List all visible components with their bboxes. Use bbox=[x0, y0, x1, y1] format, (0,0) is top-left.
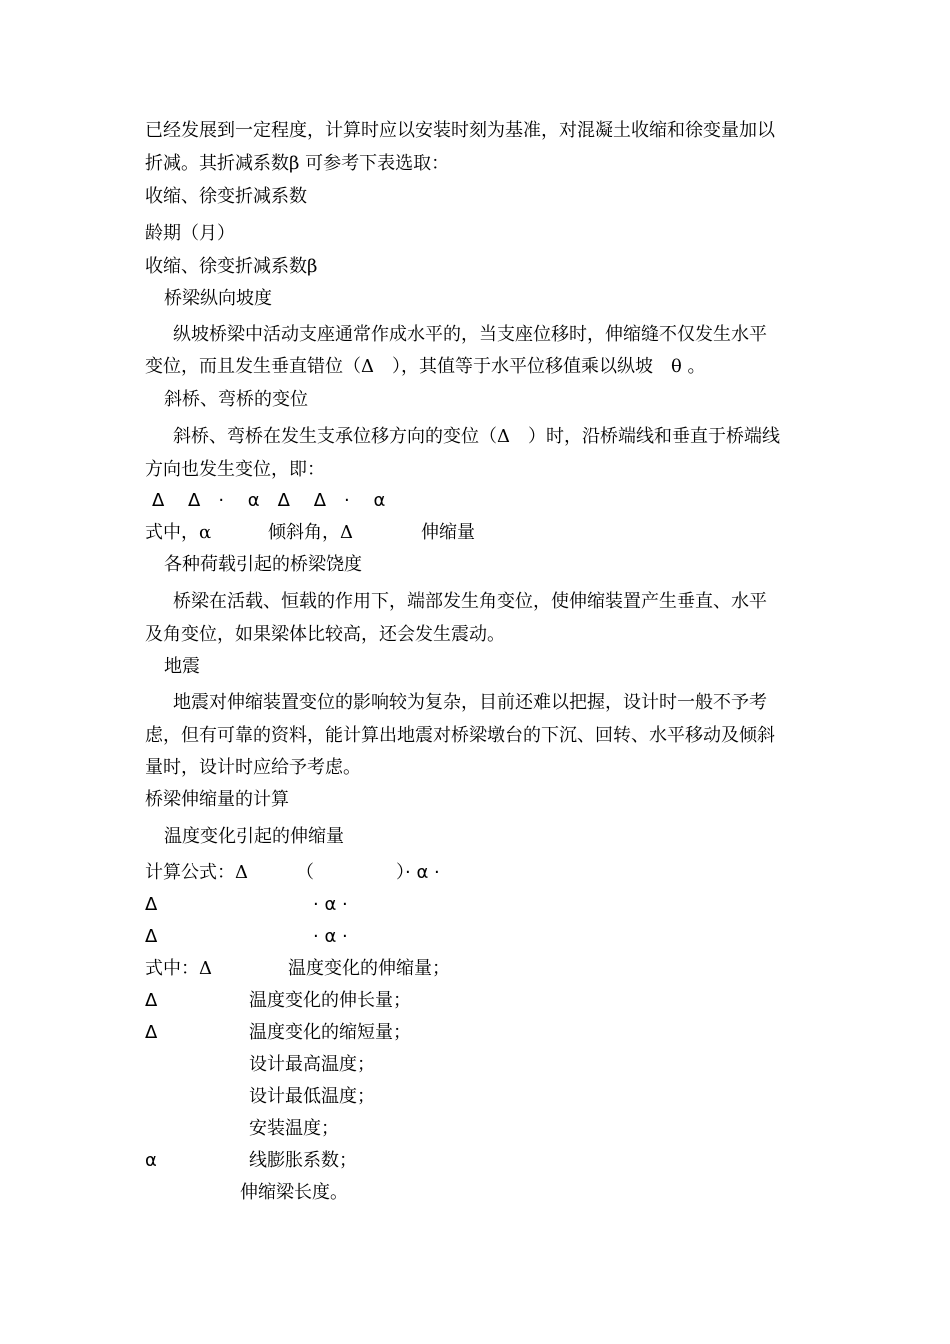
formula-symbol: Δ bbox=[145, 894, 158, 915]
legend-text: 温度变化的伸缩量； bbox=[288, 958, 450, 979]
table-header: 收缩、徐变折减系数β bbox=[145, 256, 318, 277]
section-heading: 温度变化引起的伸缩量 bbox=[164, 826, 344, 847]
paragraph-line: 变位，而且发生垂直错位（Δ ），其值等于水平位移值乘以纵坡 θ 。 bbox=[145, 356, 706, 377]
paragraph-line: 及角变位，如果梁体比较高，还会发生震动。 bbox=[145, 624, 505, 645]
formula-part: · α · bbox=[313, 894, 348, 915]
legend-text: 线膨胀系数； bbox=[249, 1150, 357, 1171]
formula-label: 计算公式：Δ bbox=[145, 862, 248, 883]
section-heading: 桥梁纵向坡度 bbox=[164, 288, 272, 309]
legend-text: 安装温度； bbox=[249, 1118, 339, 1139]
table-title: 收缩、徐变折减系数 bbox=[145, 186, 307, 207]
formula-line: Δ Δ · α Δ Δ · α bbox=[152, 490, 386, 511]
section-heading: 桥梁伸缩量的计算 bbox=[145, 789, 289, 810]
formula-part: ）· α · bbox=[396, 862, 440, 883]
legend-label: 式中：Δ bbox=[145, 958, 212, 979]
table-header: 龄期（月） bbox=[145, 223, 235, 244]
section-heading: 各种荷载引起的桥梁饶度 bbox=[164, 554, 362, 575]
legend-text: 设计最低温度； bbox=[249, 1086, 375, 1107]
paragraph-line: 地震对伸缩装置变位的影响较为复杂，目前还难以把握，设计时一般不予考 bbox=[173, 692, 767, 713]
formula-part: （ bbox=[296, 862, 314, 883]
section-heading: 斜桥、弯桥的变位 bbox=[164, 389, 308, 410]
paragraph-line: 斜桥、弯桥在发生支承位移方向的变位（Δ ）时，沿桥端线和垂直于桥端线 bbox=[173, 426, 780, 447]
legend-text: 伸缩梁长度。 bbox=[240, 1182, 348, 1203]
legend-text: 温度变化的缩短量； bbox=[249, 1022, 411, 1043]
paragraph-line: 方向也发生变位，即： bbox=[145, 459, 325, 480]
paragraph-line: 虑，但有可靠的资料，能计算出地震对桥梁墩台的下沉、回转、水平移动及倾斜 bbox=[145, 725, 775, 746]
legend-symbol: α bbox=[145, 1150, 157, 1171]
formula-part: · α · bbox=[313, 926, 348, 947]
legend-label: 式中，α bbox=[145, 522, 212, 543]
paragraph-line: 量时，设计时应给予考虑。 bbox=[145, 757, 361, 778]
paragraph-line: 纵坡桥梁中活动支座通常作成水平的，当支座位移时，伸缩缝不仅发生水平 bbox=[173, 324, 767, 345]
legend-text: 温度变化的伸长量； bbox=[249, 990, 411, 1011]
paragraph-line: 折减。其折减系数β 可参考下表选取： bbox=[145, 153, 450, 174]
legend-symbol: Δ bbox=[145, 990, 158, 1011]
paragraph-line: 桥梁在活载、恒载的作用下，端部发生角变位，使伸缩装置产生垂直、水平 bbox=[173, 591, 767, 612]
paragraph-line: 已经发展到一定程度，计算时应以安装时刻为基准，对混凝土收缩和徐变量加以 bbox=[145, 120, 775, 141]
formula-symbol: Δ bbox=[145, 926, 158, 947]
legend-text: 倾斜角，Δ bbox=[268, 522, 353, 543]
legend-text: 设计最高温度； bbox=[249, 1054, 375, 1075]
legend-symbol: Δ bbox=[145, 1022, 158, 1043]
section-heading: 地震 bbox=[164, 656, 200, 677]
legend-text: 伸缩量 bbox=[421, 522, 475, 543]
